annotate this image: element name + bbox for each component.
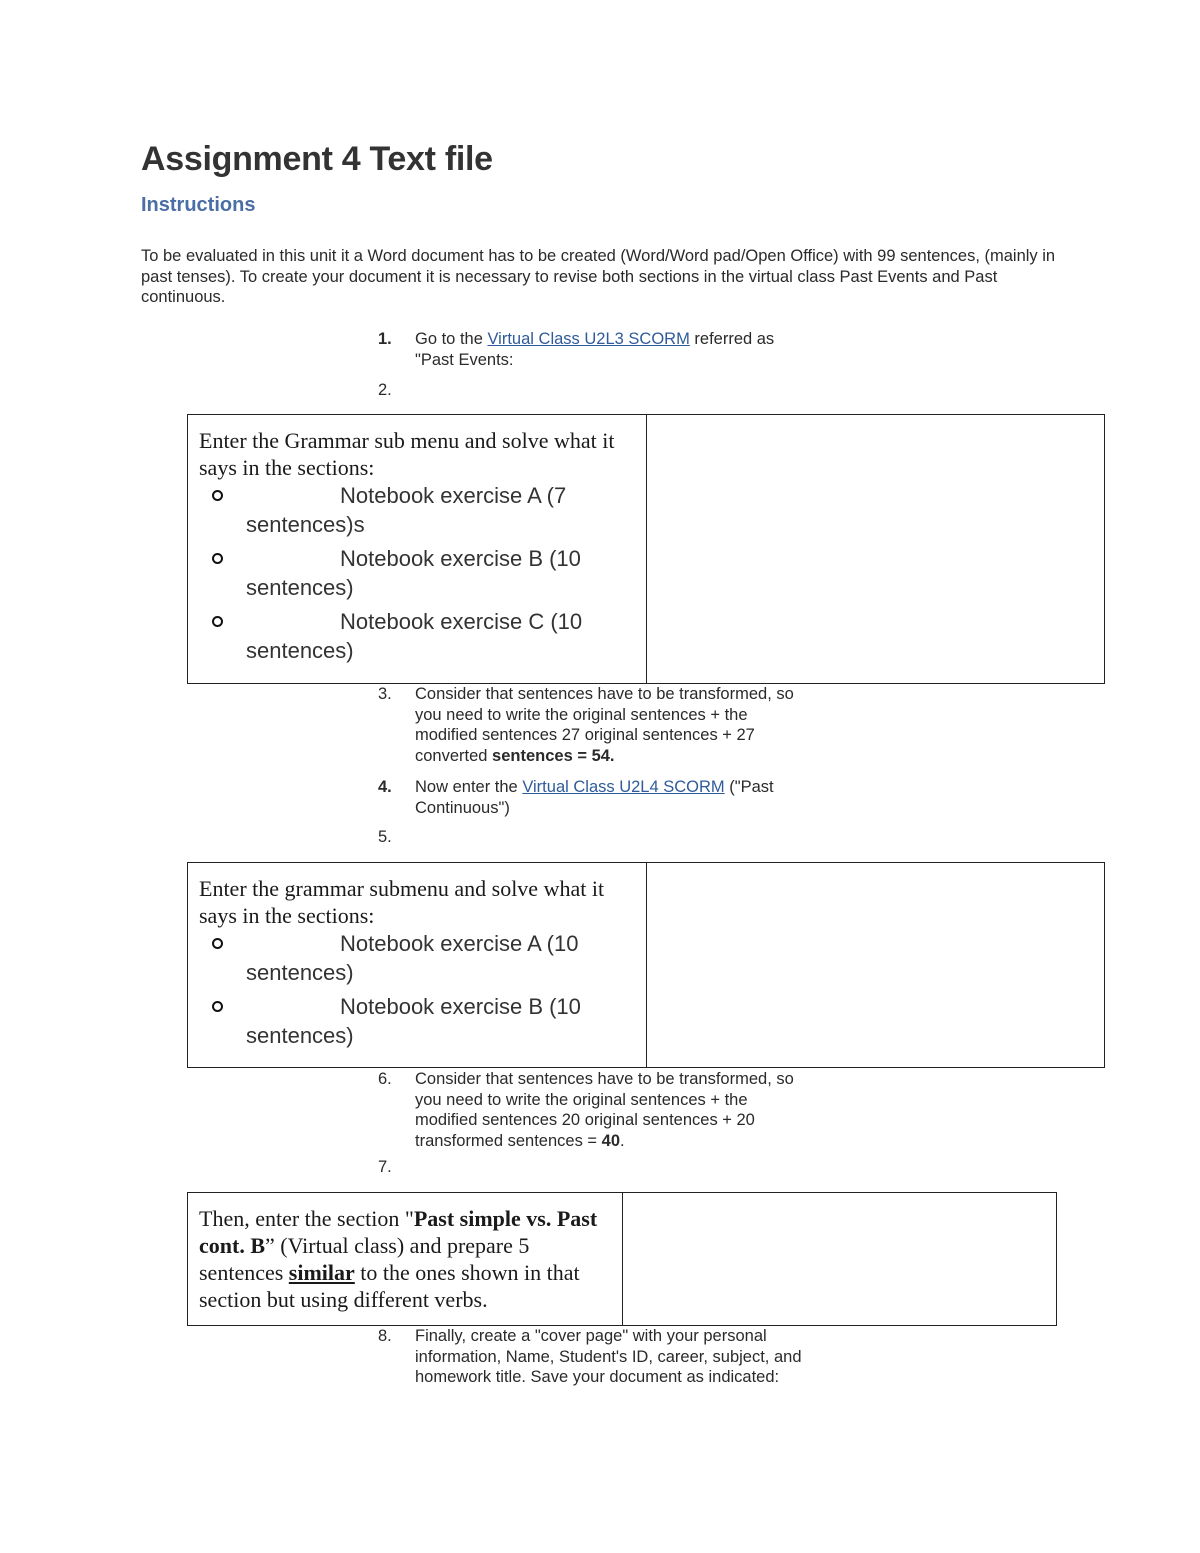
step-number: 4. xyxy=(378,778,392,796)
exercise-table-1 xyxy=(187,414,1105,684)
list-item: Notebook exercise A (10 sentences) xyxy=(199,929,636,987)
exercise-list xyxy=(199,481,636,665)
step-text: Finally, create a "cover page" with your personal information, Name, Student's ID, career, subject, and homework title. Save your document as indicated: xyxy=(415,1327,802,1386)
list-item: Notebook exercise B (10 sentences) xyxy=(199,992,636,1050)
instructions-heading: Instructions xyxy=(141,194,256,216)
empty-cell xyxy=(647,863,1105,1068)
document-title: Assignment 4 Text file xyxy=(141,140,493,178)
list-item: Notebook exercise A (7 sentences)s xyxy=(199,481,636,539)
circle-bullet-icon xyxy=(212,616,223,627)
circle-bullet-icon xyxy=(212,553,223,564)
exercise-table-3 xyxy=(187,1192,1057,1326)
empty-cell xyxy=(623,1193,1057,1326)
step-number: 8. xyxy=(378,1327,392,1345)
circle-bullet-icon xyxy=(212,1001,223,1012)
step-number: 6. xyxy=(378,1070,392,1088)
exercise-cell-1 xyxy=(188,415,647,684)
step-text: Consider that sentences have to be transformed, so you need to write the original sentences + the modified sentences 27 original sentences + 27 converted sentences = 54. xyxy=(415,685,794,765)
virtual-class-u2l4-link[interactable]: Virtual Class U2L4 SCORM xyxy=(522,778,725,796)
step-text: Consider that sentences have to be transformed, so you need to write the original sentences + the modified sentences 20 original sentences + 20 transformed sentences = 40. xyxy=(415,1070,794,1150)
list-item: Notebook exercise B (10 sentences) xyxy=(199,544,636,602)
step-number: 2. xyxy=(378,381,392,399)
list-item: Notebook exercise C (10 sentences) xyxy=(199,607,636,665)
exercise-heading: Enter the Grammar sub menu and solve what it says in the sections: xyxy=(199,428,615,480)
step-number: 3. xyxy=(378,685,392,703)
intro-paragraph: To be evaluated in this unit it a Word document has to be created (Word/Word pad/Open Office) with 99 sentences, (mainly in past tenses). To create your document it is necessary to revise both sections in the virtual class Past Events and Past continuous. xyxy=(141,247,1056,306)
step-number: 1. xyxy=(378,330,392,348)
virtual-class-u2l3-link[interactable]: Virtual Class U2L3 SCORM xyxy=(487,330,690,348)
step-text: Go to the Virtual Class U2L3 SCORM referred as "Past Events: xyxy=(415,330,775,369)
circle-bullet-icon xyxy=(212,490,223,501)
step-text: Now enter the Virtual Class U2L4 SCORM ("Past Continuous") xyxy=(415,778,774,817)
exercise-table-2 xyxy=(187,862,1105,1068)
circle-bullet-icon xyxy=(212,938,223,949)
step-number: 5. xyxy=(378,828,392,846)
empty-cell xyxy=(647,415,1105,684)
exercise-instruction: Then, enter the section "Past simple vs. Past cont. B” (Virtual class) and prepare 5 sentences similar to the ones shown in that section but using different verbs. xyxy=(199,1206,598,1312)
exercise-cell-3 xyxy=(188,1193,623,1326)
exercise-list xyxy=(199,929,636,1050)
step-number: 7. xyxy=(378,1158,392,1176)
exercise-heading: Enter the grammar submenu and solve what it says in the sections: xyxy=(199,876,605,928)
exercise-cell-2 xyxy=(188,863,647,1068)
